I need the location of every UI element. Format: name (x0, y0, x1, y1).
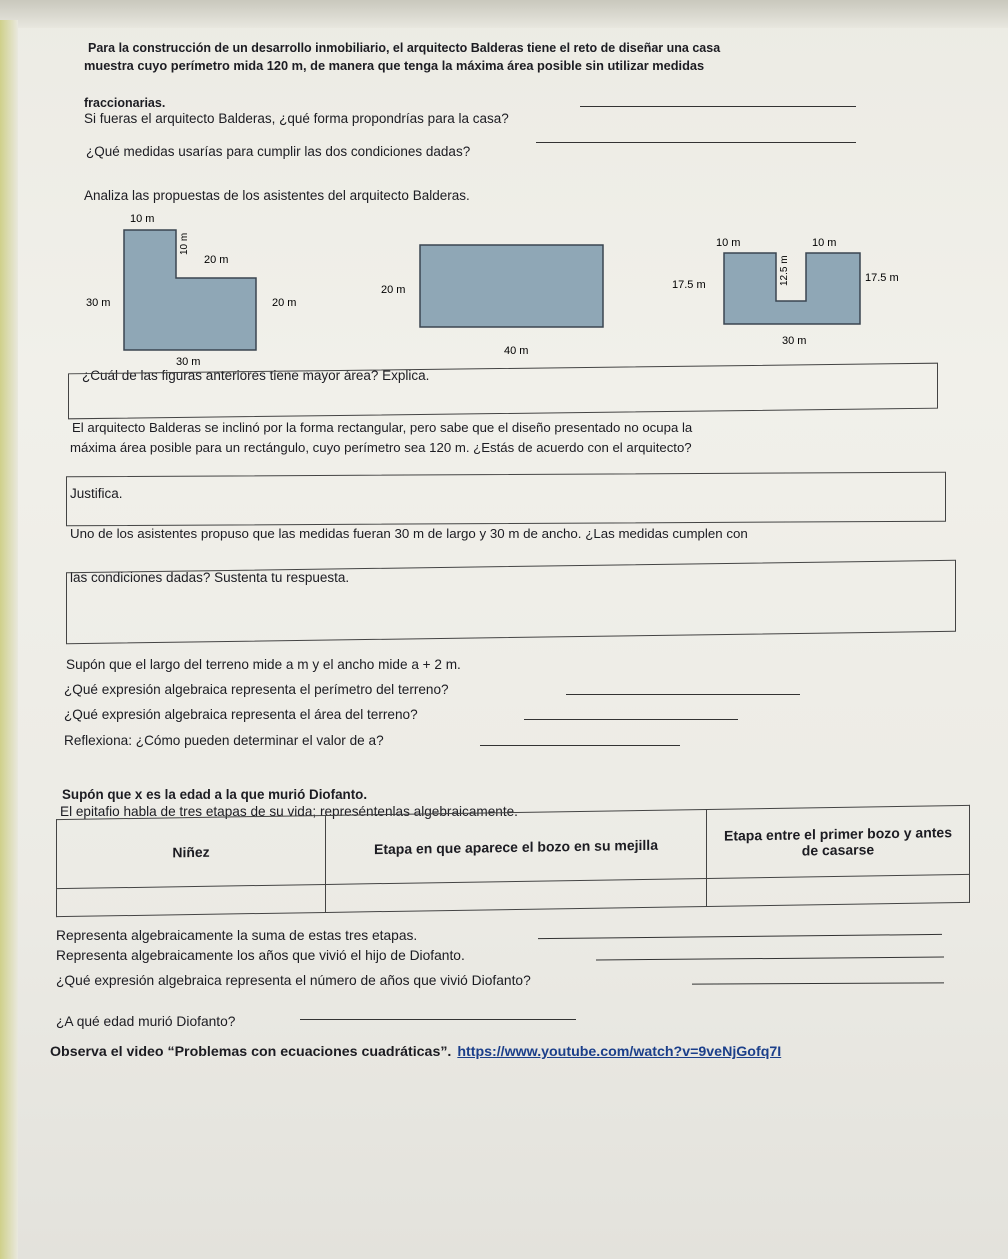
fig1-label-top: 10 m (130, 213, 155, 225)
fig1-label-right: 20 m (272, 297, 297, 309)
answer-line-shape[interactable] (580, 106, 856, 107)
diofanto-epitafio: El epitafio habla de tres etapas de su vida; represéntenlas algebraicamente. (60, 804, 518, 819)
table-cell-bozo[interactable] (326, 879, 707, 913)
u-shape-polygon (724, 253, 860, 324)
fig2-label-width: 40 m (504, 345, 529, 357)
question-30m-line-2: las condiciones dadas? Sustenta tu respuesta. (70, 570, 350, 585)
answer-line-son[interactable] (596, 956, 944, 960)
fig3-label-left-height: 17.5 m (672, 279, 706, 291)
question-years-lived: ¿Qué expresión algebraica representa el número de años que vivió Diofanto? (56, 973, 531, 988)
question-son-years: Representa algebraicamente los años que vivió el hijo de Diofanto. (56, 948, 465, 963)
answer-line-reflect[interactable] (480, 745, 680, 746)
answer-box-rectangle[interactable] (66, 472, 946, 527)
table-cell-ninez[interactable] (57, 885, 326, 917)
table-header-ninez: Niñez (57, 815, 326, 889)
question-rect-line-1: El arquitecto Balderas se inclinó por la forma rectangular, pero sabe que el diseño presentado no ocupa la (72, 420, 693, 435)
question-sum-stages: Representa algebraicamente la suma de estas tres etapas. (56, 928, 418, 943)
diofanto-heading: Supón que x es la edad a la que murió Diofanto. (62, 787, 368, 802)
fig1-label-notch-width: 20 m (204, 254, 229, 266)
algebra-supposition: Supón que el largo del terreno mide a m y el ancho mide a + 2 m. (66, 657, 461, 672)
figure-l-shape (60, 205, 330, 375)
answer-line-years[interactable] (692, 982, 944, 984)
table-header-casarse: Etapa entre el primer bozo y antes de casarse (707, 805, 970, 878)
fig3-label-right-top: 10 m (812, 237, 837, 249)
question-shape: Si fueras el arquitecto Balderas, ¿qué forma propondrías para la casa? (84, 111, 509, 126)
intro-line-2: muestra cuyo perímetro mida 120 m, de manera que tenga la máxima área posible sin utilizar medidas (84, 58, 705, 73)
question-reflect: Reflexiona: ¿Cómo pueden determinar el valor de a? (64, 733, 384, 748)
answer-line-sum[interactable] (538, 934, 942, 939)
question-perimeter-expression: ¿Qué expresión algebraica representa el perímetro del terreno? (64, 682, 449, 697)
question-measures: ¿Qué medidas usarías para cumplir las dos condiciones dadas? (86, 144, 471, 159)
diofanto-table (56, 805, 970, 917)
video-instruction (50, 1044, 781, 1060)
table-header-bozo: Etapa en que aparece el bozo en su mejilla (326, 809, 707, 884)
fig1-label-left: 30 m (86, 297, 111, 309)
question-age-death: ¿A qué edad murió Diofanto? (56, 1014, 236, 1029)
page-top-shadow (0, 0, 1008, 28)
question-rect-justify: Justifica. (70, 486, 123, 501)
answer-box-30m[interactable] (66, 560, 956, 644)
answer-box-area[interactable] (68, 363, 938, 420)
fig1-label-notch-side: 10 m (179, 232, 190, 255)
intro-line-3: fraccionarias. (84, 96, 166, 110)
answer-line-area[interactable] (524, 719, 738, 720)
answer-line-age[interactable] (300, 1019, 576, 1020)
rectangle-shape (420, 245, 603, 327)
video-link[interactable]: https://www.youtube.com/watch?v=9veNjGofq7I (457, 1044, 782, 1060)
figure-u-shape (660, 228, 930, 358)
fig3-label-bottom: 30 m (782, 335, 807, 347)
fig3-label-left-top: 10 m (716, 237, 741, 249)
fig3-label-right-height: 17.5 m (865, 272, 899, 284)
answer-line-perimeter[interactable] (566, 694, 800, 695)
question-greater-area: ¿Cuál de las figuras anteriores tiene mayor área? Explica. (82, 368, 430, 383)
intro-line-1: Para la construcción de un desarrollo inmobiliario, el arquitecto Balderas tiene el reto de diseñar una casa (88, 41, 721, 55)
question-30m-line-1: Uno de los asistentes propuso que las medidas fueran 30 m de largo y 30 m de ancho. ¿Las medidas cumplen con (70, 526, 748, 541)
question-area-expression: ¿Qué expresión algebraica representa el área del terreno? (64, 707, 418, 722)
figures-heading: Analiza las propuestas de los asistentes del arquitecto Balderas. (84, 188, 470, 203)
fig1-label-bottom: 30 m (176, 356, 201, 368)
page-left-edge (0, 20, 18, 1259)
fig2-label-height: 20 m (381, 284, 406, 296)
fig3-label-inner-depth: 12.5 m (779, 255, 790, 286)
table-cell-casarse[interactable] (707, 875, 970, 907)
l-shape-polygon (124, 230, 256, 350)
question-rect-line-2: máxima área posible para un rectángulo, cuyo perímetro sea 120 m. ¿Estás de acuerdo con el arquitecto? (70, 440, 692, 455)
answer-line-measures[interactable] (536, 142, 856, 143)
figure-rectangle (370, 240, 620, 365)
video-text: Observa el video “Problemas con ecuaciones cuadráticas”. (50, 1044, 452, 1060)
